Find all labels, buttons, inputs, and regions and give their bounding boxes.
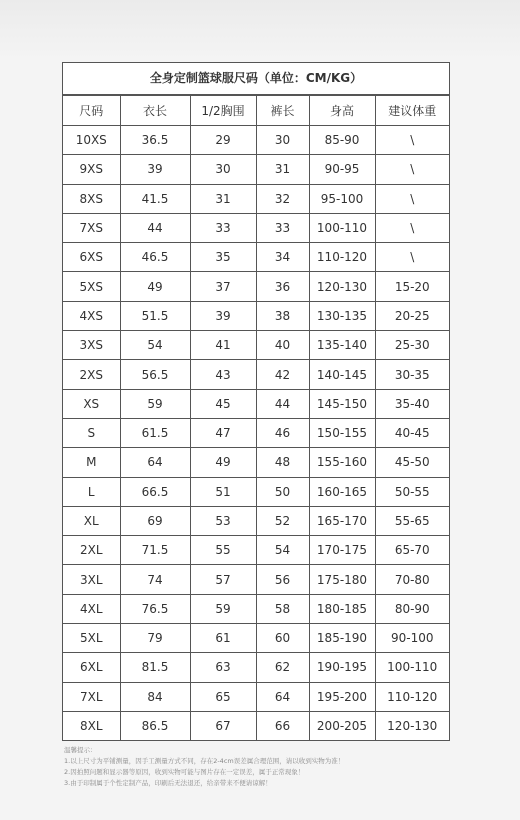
table-cell: 10XS	[63, 126, 120, 155]
table-cell: 31	[190, 184, 256, 213]
size-chart-title: 全身定制篮球服尺码（单位：CM/KG）	[63, 63, 449, 95]
size-chart-card	[62, 62, 450, 741]
table-row	[63, 301, 449, 330]
table-cell: 60	[256, 624, 309, 653]
table-cell: 86.5	[120, 711, 190, 740]
table-cell: 50-55	[375, 477, 449, 506]
table-cell: 39	[120, 155, 190, 184]
table-cell: 56	[256, 565, 309, 594]
table-cell: 120-130	[375, 711, 449, 740]
column-header: 衣长	[120, 96, 190, 126]
table-cell: 145-150	[309, 389, 375, 418]
table-row	[63, 418, 449, 447]
table-cell: 71.5	[120, 536, 190, 565]
table-cell: 70-80	[375, 565, 449, 594]
table-cell: 6XS	[63, 243, 120, 272]
table-cell: 50	[256, 477, 309, 506]
table-row	[63, 126, 449, 155]
table-cell: 35-40	[375, 389, 449, 418]
table-cell: 9XS	[63, 155, 120, 184]
table-cell: 43	[190, 360, 256, 389]
table-cell: 15-20	[375, 272, 449, 301]
table-cell: 41	[190, 331, 256, 360]
table-cell: 80-90	[375, 594, 449, 623]
note-line: 3.由于印制属于个性定制产品，印刷后无法退还，给亲带来不便请谅解！	[64, 779, 272, 787]
table-row	[63, 213, 449, 242]
table-cell: 42	[256, 360, 309, 389]
table-cell: \	[375, 184, 449, 213]
note-line: 1.以上尺寸为平铺测量，因手工测量方式不同，存在2-4cm误差属合理范围，请以收到实物为准！	[64, 757, 345, 765]
table-cell: 65-70	[375, 536, 449, 565]
table-cell: 90-100	[375, 624, 449, 653]
table-cell: 51.5	[120, 301, 190, 330]
table-cell: 54	[120, 331, 190, 360]
table-cell: 195-200	[309, 682, 375, 711]
table-cell: 33	[256, 213, 309, 242]
table-cell: 185-190	[309, 624, 375, 653]
table-cell: S	[63, 418, 120, 447]
table-cell: 45-50	[375, 448, 449, 477]
table-cell: 59	[190, 594, 256, 623]
table-row	[63, 594, 449, 623]
table-cell: 39	[190, 301, 256, 330]
table-cell: 30	[190, 155, 256, 184]
table-cell: 130-135	[309, 301, 375, 330]
table-cell: 79	[120, 624, 190, 653]
table-cell: 33	[190, 213, 256, 242]
table-cell: 90-95	[309, 155, 375, 184]
table-cell: 84	[120, 682, 190, 711]
table-cell: 36	[256, 272, 309, 301]
table-cell: M	[63, 448, 120, 477]
table-cell: 44	[120, 213, 190, 242]
table-cell: 100-110	[375, 653, 449, 682]
table-cell: 3XL	[63, 565, 120, 594]
column-header: 建议体重	[375, 96, 449, 126]
table-cell: 59	[120, 389, 190, 418]
table-cell: 37	[190, 272, 256, 301]
table-cell: XL	[63, 506, 120, 535]
table-cell: 49	[120, 272, 190, 301]
table-row	[63, 184, 449, 213]
table-row	[63, 360, 449, 389]
table-cell: 200-205	[309, 711, 375, 740]
notes-heading: 温馨提示：	[64, 746, 97, 754]
table-cell: L	[63, 477, 120, 506]
column-header: 裤长	[256, 96, 309, 126]
table-cell: 61	[190, 624, 256, 653]
table-cell: 110-120	[309, 243, 375, 272]
table-cell: 64	[256, 682, 309, 711]
table-cell: 95-100	[309, 184, 375, 213]
table-cell: 85-90	[309, 126, 375, 155]
table-header-row	[63, 96, 449, 126]
table-cell: 53	[190, 506, 256, 535]
table-cell: 46	[256, 418, 309, 447]
table-cell: 175-180	[309, 565, 375, 594]
table-cell: 55	[190, 536, 256, 565]
table-row	[63, 448, 449, 477]
table-cell: 57	[190, 565, 256, 594]
table-cell: 150-155	[309, 418, 375, 447]
table-cell: 155-160	[309, 448, 375, 477]
table-cell: 45	[190, 389, 256, 418]
table-row	[63, 155, 449, 184]
table-cell: 44	[256, 389, 309, 418]
table-cell: 51	[190, 477, 256, 506]
table-cell: XS	[63, 389, 120, 418]
table-cell: 52	[256, 506, 309, 535]
table-cell: 56.5	[120, 360, 190, 389]
table-cell: 190-195	[309, 653, 375, 682]
table-cell: 170-175	[309, 536, 375, 565]
table-cell: 48	[256, 448, 309, 477]
table-cell: 49	[190, 448, 256, 477]
table-row	[63, 477, 449, 506]
table-cell: 5XS	[63, 272, 120, 301]
table-cell: \	[375, 126, 449, 155]
table-cell: 140-145	[309, 360, 375, 389]
column-header: 身高	[309, 96, 375, 126]
table-cell: 7XL	[63, 682, 120, 711]
table-cell: 30	[256, 126, 309, 155]
table-cell: 67	[190, 711, 256, 740]
table-cell: 2XL	[63, 536, 120, 565]
table-cell: 120-130	[309, 272, 375, 301]
table-cell: 32	[256, 184, 309, 213]
table-cell: 41.5	[120, 184, 190, 213]
table-cell: 55-65	[375, 506, 449, 535]
table-row	[63, 682, 449, 711]
table-row	[63, 272, 449, 301]
note-line: 2.因拍照问题和显示器等原因，收到实物可能与图片存在一定误差，属于正常现象！	[64, 768, 305, 776]
table-cell: 69	[120, 506, 190, 535]
table-cell: 2XS	[63, 360, 120, 389]
table-row	[63, 243, 449, 272]
table-row	[63, 653, 449, 682]
table-cell: 63	[190, 653, 256, 682]
table-cell: 47	[190, 418, 256, 447]
table-cell: 64	[120, 448, 190, 477]
table-cell: 6XL	[63, 653, 120, 682]
table-cell: 35	[190, 243, 256, 272]
table-cell: \	[375, 213, 449, 242]
table-row	[63, 389, 449, 418]
notes-section	[64, 745, 464, 789]
table-cell: 46.5	[120, 243, 190, 272]
table-cell: 180-185	[309, 594, 375, 623]
table-row	[63, 624, 449, 653]
table-cell: 58	[256, 594, 309, 623]
table-cell: 20-25	[375, 301, 449, 330]
table-cell: 66.5	[120, 477, 190, 506]
table-cell: 5XL	[63, 624, 120, 653]
table-cell: 62	[256, 653, 309, 682]
table-row	[63, 565, 449, 594]
table-cell: 30-35	[375, 360, 449, 389]
table-cell: 31	[256, 155, 309, 184]
table-cell: 100-110	[309, 213, 375, 242]
table-row	[63, 331, 449, 360]
table-row	[63, 506, 449, 535]
table-cell: 81.5	[120, 653, 190, 682]
column-header: 1/2胸围	[190, 96, 256, 126]
table-cell: 40-45	[375, 418, 449, 447]
table-row	[63, 711, 449, 740]
table-cell: 54	[256, 536, 309, 565]
table-cell: 66	[256, 711, 309, 740]
table-cell: 4XL	[63, 594, 120, 623]
table-cell: \	[375, 155, 449, 184]
table-cell: 135-140	[309, 331, 375, 360]
table-cell: 160-165	[309, 477, 375, 506]
table-cell: 4XS	[63, 301, 120, 330]
table-cell: 25-30	[375, 331, 449, 360]
table-cell: 8XL	[63, 711, 120, 740]
blurred-header-area	[0, 0, 520, 60]
table-cell: 29	[190, 126, 256, 155]
table-row	[63, 536, 449, 565]
table-cell: 3XS	[63, 331, 120, 360]
table-cell: \	[375, 243, 449, 272]
table-cell: 61.5	[120, 418, 190, 447]
table-cell: 36.5	[120, 126, 190, 155]
table-cell: 110-120	[375, 682, 449, 711]
table-cell: 76.5	[120, 594, 190, 623]
table-cell: 40	[256, 331, 309, 360]
table-cell: 7XS	[63, 213, 120, 242]
column-header: 尺码	[63, 96, 120, 126]
table-cell: 8XS	[63, 184, 120, 213]
table-cell: 74	[120, 565, 190, 594]
table-cell: 38	[256, 301, 309, 330]
table-cell: 34	[256, 243, 309, 272]
size-table	[63, 95, 449, 740]
table-cell: 65	[190, 682, 256, 711]
table-cell: 165-170	[309, 506, 375, 535]
